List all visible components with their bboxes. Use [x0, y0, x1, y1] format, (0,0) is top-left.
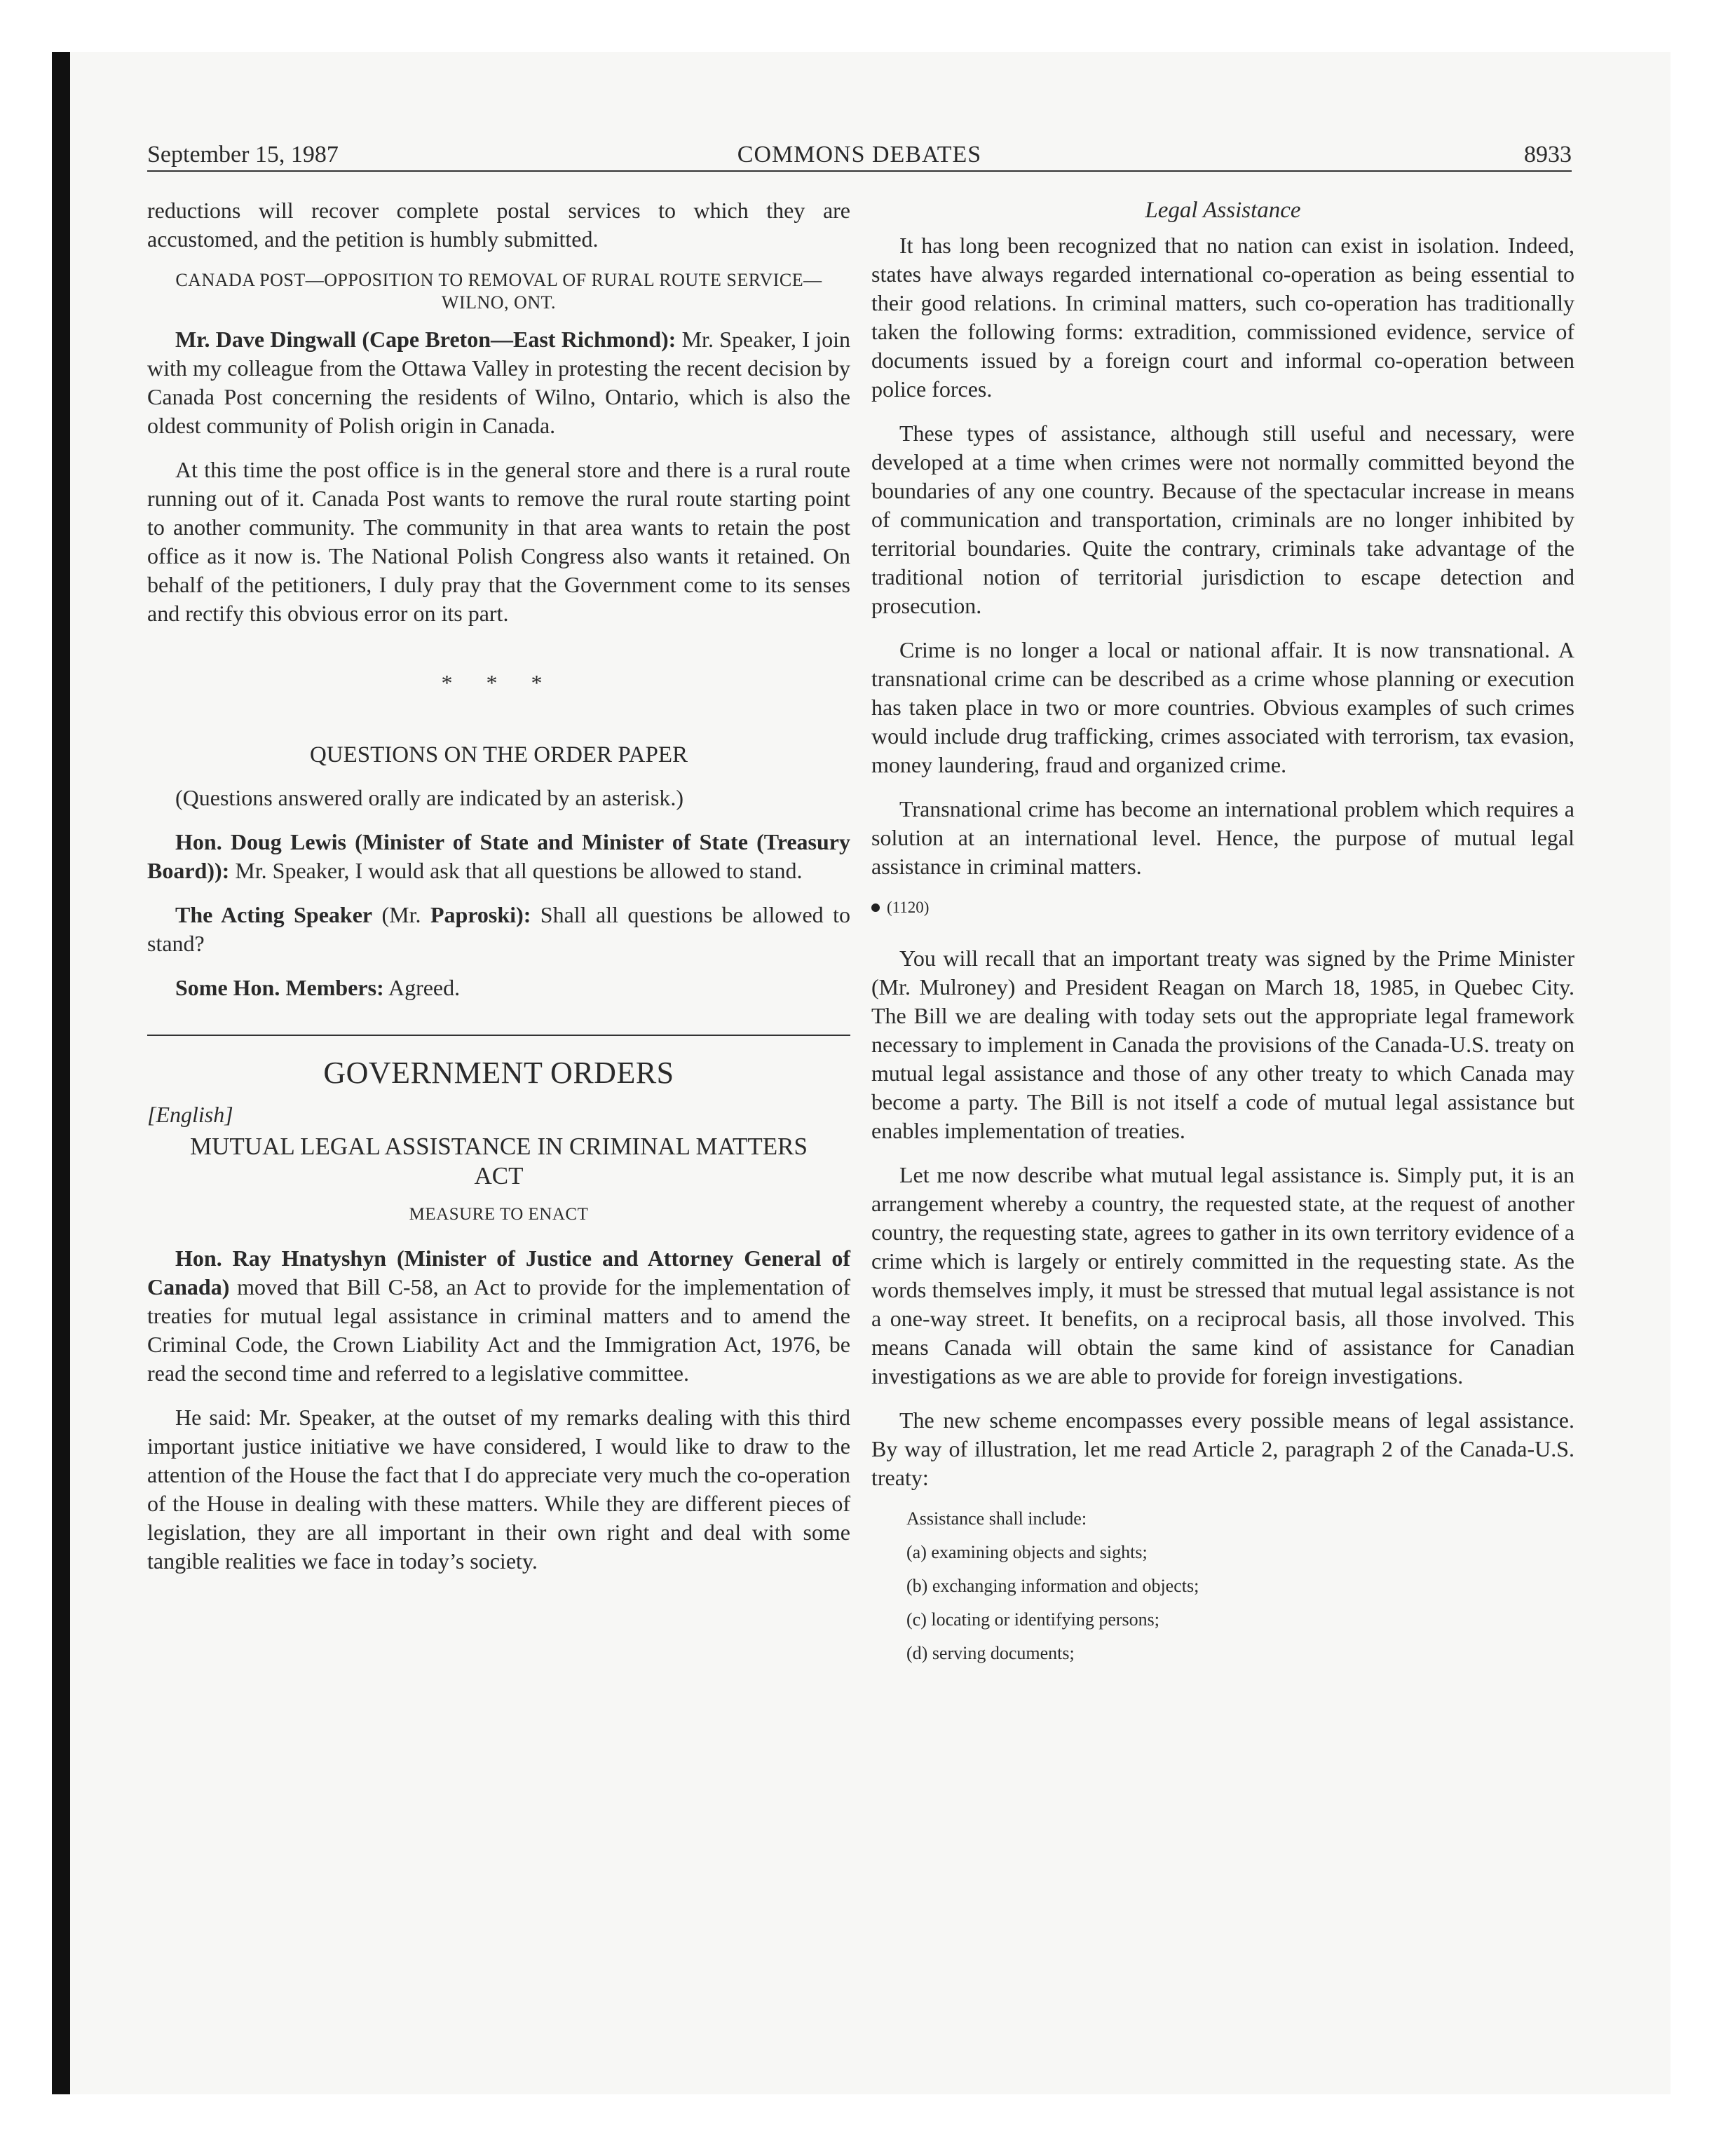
language-tag: [English] [147, 1102, 233, 1127]
speech-text: Shall all questions be allowed to stand? [147, 902, 850, 956]
scan-edge-bar [52, 52, 70, 2094]
section-divider [147, 1035, 850, 1036]
questions-heading: QUESTIONS ON THE ORDER PAPER [309, 742, 688, 767]
right-paragraph-2: These types of assistance, although still useful and necessary, were developed at a time when crimes were not normally committed beyond the boundaries of any one country. Because of the spectacular increase in means of communication and transportation, criminals are no longer inhibited by territorial boundaries. Quite the contrary, criminals take advantage of the traditional notion of territorial jurisdiction to escape detection and prosecution. [871, 421, 1574, 618]
right-paragraph-5: You will recall that an important treaty was signed by the Prime Minister (Mr. Mulroney) and President Reagan on March 18, 1985, in Quebec City. The Bill we are dealing with today sets out the appropriate legal framework necessary to implement in Canada the provisions of the Canada-U.S. treaty on mutual legal assistance and those of any other treaty to which Canada may become a party. The Bill is not itself a code of mutual legal assistance but enables implementation of treaties. [871, 946, 1574, 1143]
legal-assistance-subheading: Legal Assistance [1145, 198, 1301, 223]
speaker-name: Mr. Dave Dingwall (Cape Breton—East Richmond): [175, 327, 676, 352]
measure-subheading: MEASURE TO ENACT [409, 1205, 589, 1224]
act-title: MUTUAL LEGAL ASSISTANCE IN CRIMINAL MATTERS ACT [190, 1133, 808, 1189]
left-paragraph-8: He said: Mr. Speaker, at the outset of my remarks dealing with this third important justice initiative we have considered, I would like to draw to the attention of the House the fact that I do appreciate very much the co-operation of the House in dealing with these matters. While they are different pieces of legislation, they are all important in their own right and deal with some tangible realities we face in today’s society. [147, 1405, 850, 1574]
time-marker-label: (1120) [887, 899, 930, 916]
left-paragraph-3: At this time the post office is in the general store and there is a rural route running out of it. Canada Post wants to remove the rural route starting point to another community. The community in that area wants to retain the post office as it now is. The National Polish Congress also wants it retained. On behalf of the petitioners, I duly pray that the Government come to its senses and rectify this obvious error on its part. [147, 457, 850, 626]
right-column [871, 196, 1574, 1676]
left-paragraph-1: reductions will recover complete postal services to which they are accustomed, and the petition is humbly submitted. [147, 198, 850, 252]
left-paragraph-5 [147, 901, 850, 958]
speech-text: moved that Bill C-58, an Act to provide for the implementation of treaties for mutual legal assistance in criminal matters and to amend the Criminal Code, the Crown Liability Act and the Immigration Act, 1976, be read the second time and referred to a legislative committee. [147, 1274, 850, 1386]
section-separator: * * * [441, 670, 557, 695]
quote-intro: Assistance shall include: [906, 1508, 1087, 1529]
left-paragraph-7 [147, 1244, 850, 1388]
right-paragraph-1: It has long been recognized that no nation can exist in isolation. Indeed, states have always regarded international co-operation as being essential to their good relations. In criminal matters, such co-operation has traditionally taken the following forms: extradition, commissioned evidence, service of documents issued by a foreign court and informal co-operation between police forces. [871, 233, 1574, 402]
right-paragraph-4: Transnational crime has become an international problem which requires a solution at an international level. Hence, the purpose of mutual legal assistance in criminal matters. [871, 796, 1574, 879]
right-paragraph-3: Crime is no longer a local or national affair. It is now transnational. A transnational crime can be described as a crime whose planning or execution has taken place in two or more countries. Obvious examples of such crimes would include drug trafficking, crimes associated with terrorism, tax evasion, money laundering, fraud and organized crime. [871, 637, 1574, 777]
time-marker [871, 896, 1574, 919]
bullet-icon [871, 903, 880, 912]
page-header [147, 137, 1572, 172]
speaker-name-part: (Mr. [372, 902, 430, 927]
right-paragraph-7: The new scheme encompasses every possible means of legal assistance. By way of illustration, let me read Article 2, paragraph 2 of the Canada-U.S. treaty: [871, 1407, 1574, 1490]
left-paragraph-4 [147, 828, 850, 885]
speaker-name: The Acting Speaker [175, 902, 373, 927]
government-orders-heading: GOVERNMENT ORDERS [323, 1056, 674, 1090]
treaty-quote [906, 1508, 1574, 1665]
right-paragraph-6: Let me now describe what mutual legal assistance is. Simply put, it is an arrangement whereby a country, the requested state, at the request of another country, the requesting state, agrees to gather in its own territory evidence of a crime which is largely or entirely committed in the requesting state. As the words themselves imply, it must be stressed that mutual legal assistance is not a one-way street. It benefits, on a reciprocal basis, all those involved. This means Canada will obtain the same kind of assistance for Canadian investigations as we are able to provide for foreign investigations. [871, 1162, 1574, 1389]
header-rule [147, 170, 1572, 172]
quote-item: (b) exchanging information and objects; [906, 1576, 1199, 1596]
left-paragraph-2 [147, 325, 850, 440]
speaker-name-part: Paproski): [430, 902, 531, 927]
petition-heading: CANADA POST—OPPOSITION TO REMOVAL OF RURAL ROUTE SERVICE—WILNO, ONT. [175, 270, 822, 313]
left-paragraph-6 [147, 974, 850, 1002]
speech-text: Mr. Speaker, I would ask that all questions be allowed to stand. [229, 858, 803, 883]
questions-note: (Questions answered orally are indicated by an asterisk.) [175, 785, 684, 810]
speaker-name: Hon. Doug Lewis (Minister of State and Minister of State (Treasury Board)): [147, 829, 850, 883]
header-title: COMMONS DEBATES [737, 142, 982, 168]
quote-item: (a) examining objects and sights; [906, 1542, 1148, 1562]
quote-item: (d) serving documents; [906, 1643, 1075, 1663]
speaker-name: Some Hon. Members: [175, 975, 384, 1000]
speaker-name: Hon. Ray Hnatyshyn (Minister of Justice and Attorney General of Canada) [147, 1246, 850, 1299]
speech-text: Agreed. [383, 975, 461, 1000]
quote-item: (c) locating or identifying persons; [906, 1609, 1160, 1630]
left-column [147, 196, 850, 1591]
speech-text: Mr. Speaker, I join with my colleague from the Ottawa Valley in protesting the recent decision by Canada Post concerning the residents of Wilno, Ontario, which is also the oldest community of Polish origin in Canada. [147, 327, 851, 438]
header-date: September 15, 1987 [147, 142, 339, 168]
header-page-number: 8933 [1524, 142, 1572, 168]
